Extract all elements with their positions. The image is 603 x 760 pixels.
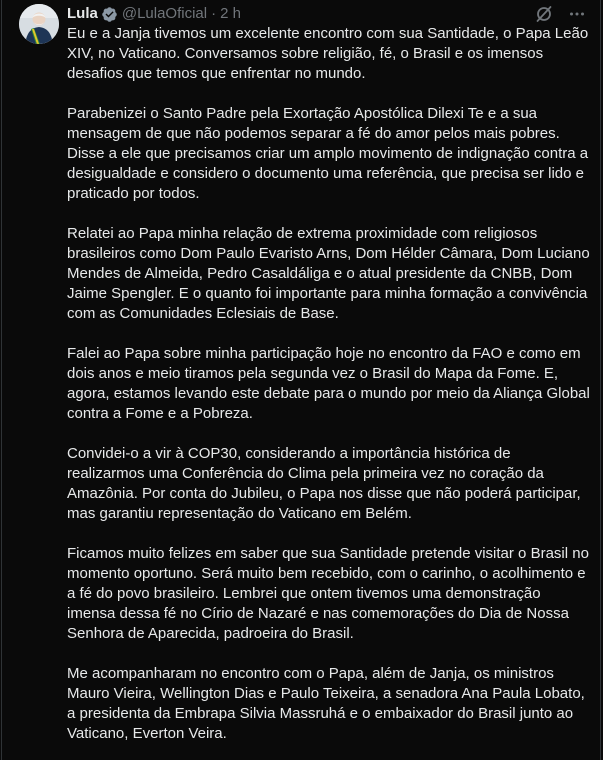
- tweet-actions: [534, 4, 586, 24]
- author-name[interactable]: Lula: [67, 5, 98, 22]
- avatar[interactable]: [19, 4, 59, 44]
- tweet-text: [67, 24, 592, 744]
- tweet-paragraph: Relatei ao Papa minha relação de extrema proximidade com religiosos brasileiros como Dom Paulo Evaristo Arns, Dom Hélder Câmara, Dom Luciano Mendes de Almeida, Pedro Casaldáliga e o atual presidente da CNBB, Dom Jaime Spengler. E o quanto foi importante para minha formação a convivência com as Comunidades Eclesiais de Base.: [67, 225, 590, 322]
- avatar-photo-icon: [19, 4, 59, 44]
- more-ellipsis-icon[interactable]: [568, 5, 586, 23]
- tweet-container: [1, 0, 601, 760]
- grok-slash-icon[interactable]: [534, 4, 554, 24]
- tweet-paragraph: Parabenizei o Santo Padre pela Exortação Apostólica Dilexi Te e a sua mensagem de que não podemos separar a fé do amor pelos mais pobres. Disse a ele que precisamos criar um amplo movimento de indignação contra a desigualdade e considero o documento uma referência, que precisa ser lido e praticado por todos.: [67, 105, 589, 202]
- tweet-header: [67, 4, 241, 24]
- tweet-paragraph: Me acompanharam no encontro com o Papa, além de Janja, os ministros Mauro Vieira, Wellington Dias e Paulo Teixeira, a senadora Ana Paula Lobato, a presidenta da Embrapa Silvia Massruhá e o embaixador do Brasil junto ao Vaticano, Everton Veira.: [67, 665, 585, 742]
- verified-badge-icon[interactable]: [101, 6, 118, 23]
- author-handle[interactable]: @LulaOficial: [121, 5, 208, 22]
- tweet-paragraph: Eu e a Janja tivemos um excelente encontro com sua Santidade, o Papa Leão XIV, no Vaticano. Conversamos sobre religião, fé, o Brasil e os imensos desafios que temos que enfrentar no mundo.: [67, 25, 589, 82]
- tweet-paragraph: Convidei-o a vir à COP30, considerando a importância histórica de realizarmos uma Conferência do Clima pela primeira vez no coração da Amazônia. Por conta do Jubileu, o Papa nos disse que não poderá participar, mas garantiu representação do Vaticano em Belém.: [67, 445, 581, 522]
- tweet-timestamp[interactable]: 2 h: [220, 5, 241, 22]
- separator-dot: ·: [211, 5, 217, 22]
- tweet-paragraph: Ficamos muito felizes em saber que sua Santidade pretende visitar o Brasil no momento oportuno. Será muito bem recebido, com o carinho, o acolhimento e a fé do povo brasileiro. Lembrei que ontem tivemos uma demonstração imensa dessa fé no Círio de Nazaré e nas comemorações do Dia de Nossa Senhora de Aparecida, padroeira do Brasil.: [67, 545, 589, 642]
- tweet-paragraph: Falei ao Papa sobre minha participação hoje no encontro da FAO e como em dois anos e meio tiramos pela segunda vez o Brasil do Mapa da Fome. E, agora, estamos levando este debate para o mundo por meio da Aliança Global contra a Fome e a Pobreza.: [67, 345, 590, 422]
